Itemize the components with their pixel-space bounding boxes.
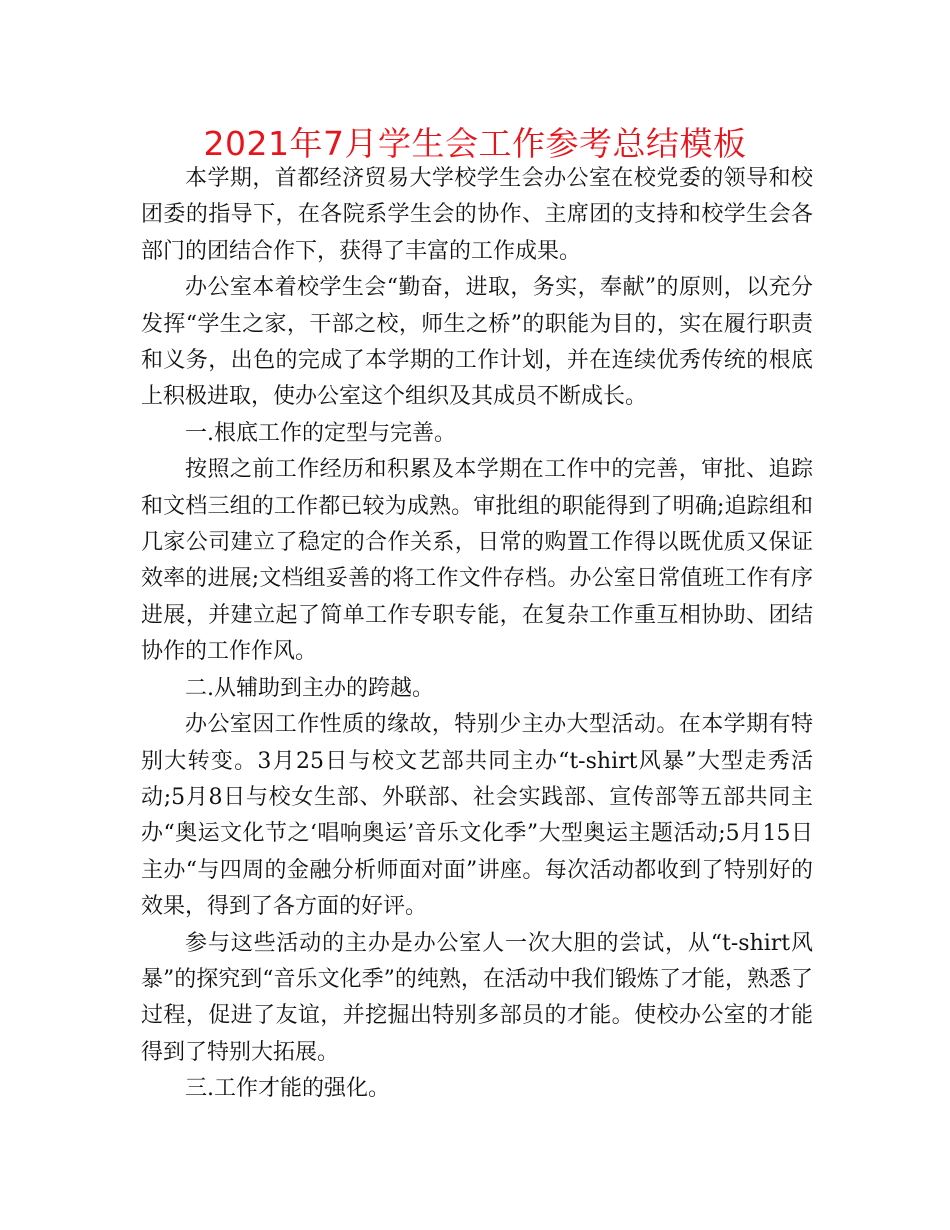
paragraph-section-1: 按照之前工作经历和积累及本学期在工作中的完善，审批、追踪和文档三组的工作都已较为成熟。审批组的职能得到了明确;追踪组和几家公司建立了稳定的合作关系，日常的购置工作得以既优质又保证效率的进展;文档组妥善的将工作文件存档。办公室日常值班工作有序进展，并建立起了简单工作专职专能，在复杂工作重互相协助、团结协作的工作作风。	[141, 457, 813, 665]
document-body	[141, 161, 813, 1108]
section-heading-1: 一.根底工作的定型与完善。	[185, 420, 456, 446]
paragraph-intro: 本学期，首都经济贸易大学校学生会办公室在校党委的领导和校团委的指导下，在各院系学生会的协作、主席团的支持和校学生会各部门的团结合作下，获得了丰富的工作成果。	[141, 166, 813, 264]
document-title: 2021年7月学生会工作参考总结模板	[203, 124, 747, 163]
section-heading-3: 三.工作才能的强化。	[185, 1076, 390, 1102]
paragraph-principles: 办公室本着校学生会“勤奋，进取，务实，奉献”的原则，以充分发挥“学生之家，干部之校，师生之桥”的职能为目的，实在履行职责和义务，出色的完成了本学期的工作计划，并在连续优秀传统的根底上积极进取，使办公室这个组织及其成员不断成长。	[141, 275, 813, 410]
paragraph-section-2-reflection: 参与这些活动的主办是办公室人一次大胆的尝试，从“t-shirt风暴”的探究到“音乐文化季”的纯熟，在活动中我们锻炼了才能，熟悉了过程，促进了友谊，并挖掘出特别多部员的才能。使校办公室的才能得到了特别大拓展。	[141, 930, 813, 1065]
paragraph-section-2: 办公室因工作性质的缘故，特别少主办大型活动。在本学期有特别大转变。3月25日与校文艺部共同主办“t-shirt风暴”大型走秀活动;5月8日与校女生部、外联部、社会实践部、宣传部等五部共同主办“奥运文化节之‘唱响奥运’音乐文化季”大型奥运主题活动;5月15日主办“与四周的金融分析师面对面”讲座。每次活动都收到了特别好的效果，得到了各方面的好评。	[141, 712, 813, 920]
section-heading-2: 二.从辅助到主办的跨越。	[185, 675, 434, 701]
